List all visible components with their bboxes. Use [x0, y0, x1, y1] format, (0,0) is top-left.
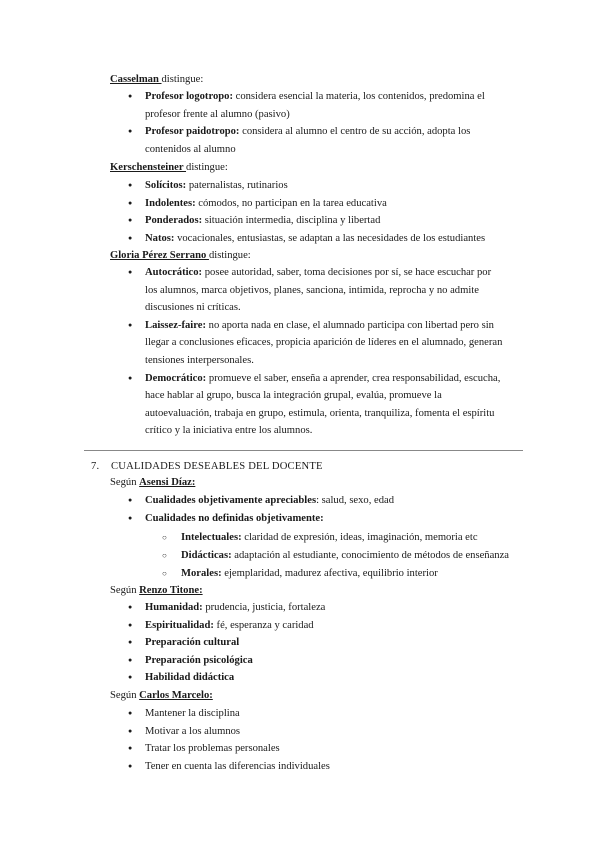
list-item	[110, 370, 505, 440]
author-name: Renzo Titone:	[139, 585, 203, 596]
section-number: 7.	[91, 461, 100, 472]
item-term: Morales:	[181, 568, 222, 579]
list-item	[110, 652, 505, 670]
item-text: claridad de expresión, ideas, imaginación, memoria etc	[241, 532, 478, 543]
asensi-sublist	[145, 529, 535, 583]
section-divider	[84, 450, 523, 451]
item-text: no aporta nada en clase, el alumnado participa con libertad pero sin llegar a conclusiones eficaces, propicia aparición de líderes en el alumnado, generan tensiones interpersonales.	[145, 319, 503, 366]
item-term: Democrático:	[145, 372, 207, 384]
item-text: ejemplaridad, madurez afectiva, equilibrio interior	[221, 568, 438, 579]
list-item	[110, 230, 505, 248]
item-term: Solícitos:	[145, 180, 187, 191]
heading-verb: distingue:	[186, 162, 228, 173]
list-item	[110, 510, 505, 528]
list-item	[110, 599, 505, 617]
item-term: Laissez-faire:	[145, 319, 206, 331]
marcelo-list	[110, 705, 505, 775]
section-title-text: CUALIDADES DESEABLES DEL DOCENTE	[111, 461, 323, 472]
author-name: Carlos Marcelo:	[139, 690, 213, 701]
item-term: Indolentes:	[145, 197, 196, 209]
asensi-list	[110, 492, 505, 527]
author-name: Casselman	[110, 74, 162, 85]
list-item	[110, 212, 505, 230]
list-item	[110, 669, 505, 687]
kerschensteiner-list	[110, 177, 505, 247]
kerschensteiner-heading	[110, 161, 228, 175]
list-item	[110, 492, 505, 510]
item-term: Intelectuales:	[181, 532, 242, 543]
author-name: Gloria Pérez Serrano	[110, 250, 209, 261]
casselman-list	[110, 88, 505, 158]
list-item	[110, 634, 505, 652]
item-term: Autocrático:	[145, 267, 203, 278]
heading-prefix: Según	[110, 690, 140, 701]
sub-list-item	[145, 547, 535, 565]
item-text: paternalistas, rutinarios	[186, 180, 288, 191]
heading-verb: distingue:	[161, 74, 204, 85]
heading-verb: distingue:	[208, 250, 251, 261]
item-term: Profesor logotropo:	[145, 91, 233, 102]
item-term: Preparación cultural	[145, 637, 240, 649]
item-term: Cualidades objetivamente apreciables	[145, 495, 317, 506]
section-title	[91, 461, 323, 472]
marcelo-heading	[110, 689, 213, 703]
item-term: Natos:	[145, 232, 175, 244]
item-text: posee autoridad, saber, toma decisiones por sí, se hace escuchar por los alumnos, marca objetivos, planes, sanciona, intimida, reprocha y no admite discusiones ni críticas.	[145, 267, 492, 314]
author-name: Asensi Díaz:	[139, 477, 196, 488]
item-text: fé, esperanza y caridad	[213, 619, 314, 631]
list-item	[110, 195, 505, 213]
list-item: ● Mantener la disciplina	[110, 705, 505, 723]
item-text: prudencia, justicia, fortaleza	[202, 602, 326, 613]
item-text: promueve el saber, enseña a aprender, crea responsabilidad, escucha, hace hablar al grupo, busca la integración grupal, evalúa, promueve la autoevaluación, trabaja en grupo, estimula, orienta, tranquiliza, fomenta el espíritu crítico y la iniciativa entre los alumnos.	[145, 372, 501, 437]
list-item	[110, 123, 505, 158]
item-text: considera esencial la materia, los contenidos, predomina el profesor frente al alumno (pasivo)	[145, 91, 485, 120]
list-item: ● Tratar los problemas personales	[110, 740, 505, 758]
author-name: Kerschensteiner	[110, 162, 187, 173]
heading-prefix: Según	[110, 477, 140, 488]
gloria-list	[110, 264, 505, 440]
titone-heading	[110, 584, 203, 598]
item-term: Habilidad didáctica	[145, 672, 235, 684]
sub-list-item	[145, 529, 535, 547]
titone-list	[110, 599, 505, 687]
item-text: adaptación al estudiante, conocimiento de métodos de enseñanza	[231, 550, 510, 561]
item-term: Ponderados:	[145, 215, 203, 227]
list-item: ● Motivar a los alumnos	[110, 723, 505, 741]
list-item	[110, 177, 505, 195]
item-term: Preparación psicológica	[145, 654, 253, 666]
item-term: Humanidad:	[145, 602, 203, 613]
item-term: Didácticas:	[181, 550, 232, 561]
list-item	[110, 317, 505, 370]
gloria-heading	[110, 249, 251, 263]
asensi-heading	[110, 476, 195, 490]
item-text: situación intermedia, disciplina y libertad	[202, 215, 381, 227]
item-text: cómodos, no participan en la tarea educativa	[195, 197, 387, 209]
list-item	[110, 88, 505, 123]
item-term: Cualidades no definidas objetivamente:	[145, 512, 324, 524]
heading-prefix: Según	[110, 585, 140, 596]
item-text: : salud, sexo, edad	[316, 495, 395, 506]
sub-list-item	[145, 565, 535, 583]
item-text: considera al alumno el centro de su acción, adopta los contenidos al alumno	[145, 126, 471, 155]
casselman-heading	[110, 73, 203, 87]
item-term: Espiritualidad:	[145, 619, 214, 631]
list-item	[110, 264, 505, 317]
item-text: vocacionales, entusiastas, se adaptan a las necesidades de los estudiantes	[174, 232, 486, 244]
list-item	[110, 617, 505, 635]
list-item: ● Tener en cuenta las diferencias individuales	[110, 758, 505, 776]
item-term: Profesor paidotropo:	[145, 126, 240, 138]
